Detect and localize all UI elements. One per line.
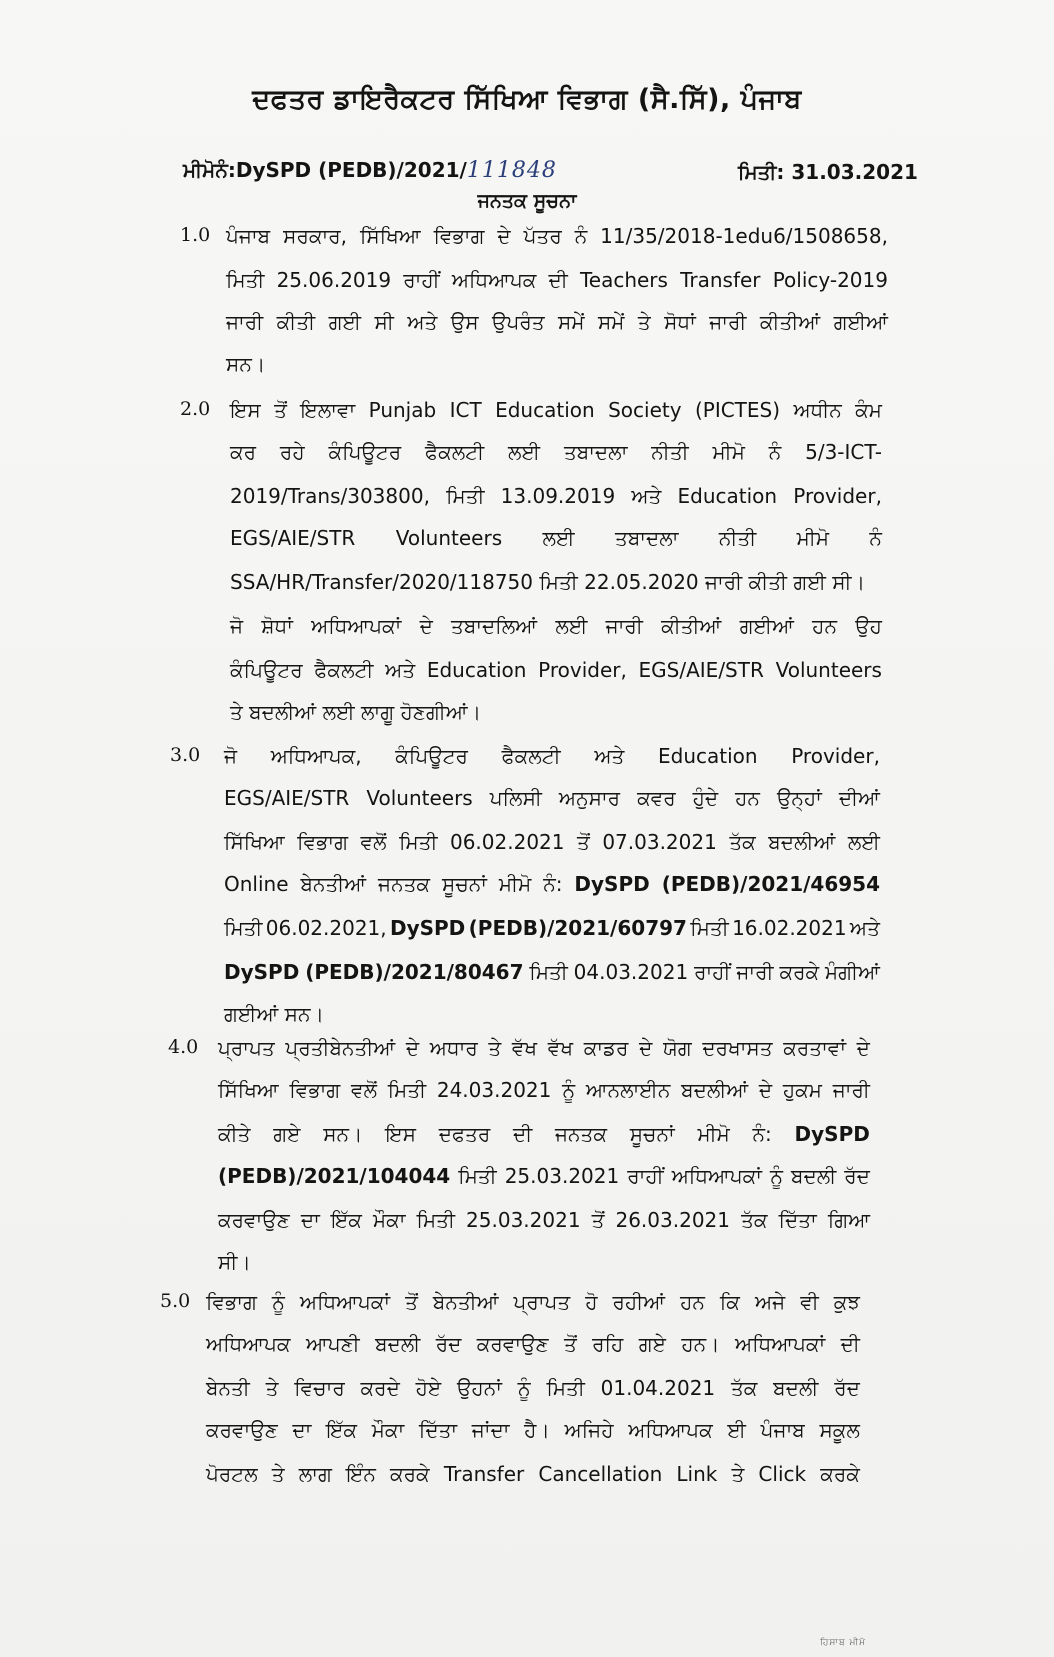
word: Transfer	[443, 1462, 525, 1486]
word: ਕਰਵਾਉਣ	[218, 1208, 290, 1232]
word: ਇੱਕ	[326, 1418, 358, 1442]
word: Cancellation	[538, 1462, 663, 1486]
word: ਮਿਤੀ	[226, 268, 265, 292]
word: ਕੀਤੀਆਂ	[661, 614, 722, 638]
word: (PICTES)	[694, 398, 781, 422]
word: ਵਲੋਂ	[350, 1078, 377, 1102]
paragraph-line	[206, 1290, 860, 1314]
word: ਅਧਿਆਪਕਾਂ	[299, 1290, 391, 1314]
word: ਰਾਹੀਂ	[627, 1164, 664, 1188]
word: ਇੰਨ	[346, 1462, 376, 1486]
word: ਦਾ	[292, 1418, 312, 1442]
word: ਦਰਖਾਸਤ	[702, 1036, 773, 1060]
word: ਲਾਗ	[298, 1462, 332, 1486]
word: Education	[426, 658, 527, 682]
paragraph-number: 4.0	[168, 1036, 199, 1058]
word: ਪਲਿਸੀ	[489, 786, 542, 810]
word: ਨੰ:	[543, 872, 563, 896]
word: 06.02.2021,	[265, 916, 387, 940]
word: DySPD	[574, 872, 650, 896]
word: ਦੇ	[639, 1036, 653, 1060]
memo-number-handwritten: 111848	[466, 158, 557, 183]
word: ਤਬਾਦਲਿਆਂ	[451, 614, 538, 638]
word: ਗਿਆ	[827, 1208, 870, 1232]
word: ਮਿਤੀ	[387, 1078, 427, 1102]
word: ਦਫਤਰ	[438, 1122, 491, 1146]
word: ਪੋਰਟਲ	[206, 1462, 258, 1486]
word: ਤਬਾਦਲਾ	[563, 440, 628, 464]
word: (PEDB)/2021/80467	[305, 960, 524, 984]
word: ਨੀਤੀ	[651, 440, 689, 464]
word: ਉਨ੍ਹਾਂ	[776, 786, 822, 810]
paragraph-line	[224, 786, 880, 810]
memo-date: ਮਿਤੀ: 31.03.2021	[738, 160, 918, 184]
word: ਇਲਾਵਾ	[300, 398, 356, 422]
word: ਤੋਂ	[274, 398, 287, 422]
paragraph-line	[230, 526, 882, 550]
paragraph-line	[230, 614, 882, 638]
word: ਮਿਤੀ	[446, 484, 485, 508]
paragraph-number: 1.0	[180, 224, 211, 246]
word: 16.02.2021	[732, 916, 847, 940]
word: ਜਨਤਕ	[554, 1122, 607, 1146]
word: ਤੇ	[731, 1462, 745, 1486]
word: ਜਾਰੀ	[736, 960, 774, 984]
word: ਸ਼ੋਧਾਂ	[261, 614, 293, 638]
word: ਤੇ	[637, 310, 651, 334]
paragraph-line	[206, 1418, 860, 1442]
word: ਜੋ	[224, 744, 238, 768]
word: ਗਏ	[273, 1122, 301, 1146]
word: ਦੀਆਂ	[838, 786, 880, 810]
paragraph-line	[230, 440, 882, 464]
word: ਅਤੇ	[385, 658, 416, 682]
word: ਮੰਗੀਆਂ	[825, 960, 880, 984]
word: ਈ	[727, 1418, 746, 1442]
word: ਵਲੋਂ	[360, 830, 387, 854]
word: Teachers	[579, 268, 668, 292]
word: ਕਰਦੇ	[360, 1376, 400, 1400]
word: ਲਈ	[555, 614, 588, 638]
word: ਅਧਿਆਪਕਾਂ	[311, 614, 402, 638]
paragraph-number: 2.0	[180, 398, 211, 420]
word: ਕਰਕੇ	[820, 1462, 860, 1486]
word: 25.06.2019	[276, 268, 392, 292]
word: ਅਤੇ	[594, 744, 625, 768]
word: ਰਹੀਆਂ	[612, 1290, 666, 1314]
text-segment: ਗਈਆਂ ਸਨ।	[224, 1002, 324, 1026]
word: ਤੱਕ	[729, 830, 756, 854]
paragraph-line	[226, 224, 888, 248]
word: EGS/AIE/STR	[230, 526, 356, 550]
word: ਵਿਚਾਰ	[294, 1376, 345, 1400]
word: ਨੰ:	[752, 1122, 772, 1146]
word: ਅਧਿਆਪਕਾਂ	[735, 1332, 826, 1356]
word: ਮੀਮੋ	[498, 872, 532, 896]
word: ਕਿ	[719, 1290, 740, 1314]
word: ਗਈਆਂ	[739, 614, 794, 638]
word: ਰਹਿ	[592, 1332, 624, 1356]
word: ਦੀ	[840, 1332, 860, 1356]
word: 01.04.2021	[600, 1376, 716, 1400]
word: ਅਧਿਆਪਕ	[451, 268, 537, 292]
word: ਕੰਪਿਊਟਰ	[328, 440, 402, 464]
word: ਹਨ	[680, 1290, 705, 1314]
word: ਸਰਕਾਰ,	[283, 224, 347, 248]
paragraph-line	[224, 830, 880, 854]
word: ਤੋਂ	[563, 1332, 577, 1356]
word: ਗਈਆਂ	[833, 310, 888, 334]
word: Education	[677, 484, 778, 508]
word: ਬੇਨਤੀਆਂ	[300, 872, 367, 896]
word: ਵਿਭਾਗ	[297, 830, 349, 854]
word: ਅਧਿਆਪਕਾਂ	[671, 1164, 762, 1188]
word: ਅਜਿਹੇ	[564, 1418, 614, 1442]
word: ਸਮੇਂ	[558, 310, 585, 334]
text-segment: ਸੀ।	[218, 1250, 251, 1274]
word: Education	[495, 398, 595, 422]
word: ਇਸ	[385, 1122, 416, 1146]
word: ਜਾਰੀ	[832, 1078, 870, 1102]
word: 5/3-ICT-	[805, 440, 882, 464]
word: ਇੱਕ	[330, 1208, 362, 1232]
word: 06.02.2021	[449, 830, 565, 854]
word: ਸੂਚਨਾਂ	[629, 1122, 675, 1146]
word: ਵੱਖ	[547, 1036, 573, 1060]
paragraph-line	[230, 658, 882, 682]
word: Click	[758, 1462, 807, 1486]
word: ਅਤੇ	[407, 310, 438, 334]
word: ਜਾਂਦਾ	[471, 1418, 510, 1442]
paragraph-line	[224, 1002, 880, 1026]
word: ਸੀ	[374, 310, 394, 334]
word: ਮਿਤੀ	[224, 916, 263, 940]
word: ਮਿਤੀ	[458, 1164, 497, 1188]
word: ਦੇ	[405, 1036, 420, 1060]
word: ਬਦਲੀਆਂ	[681, 1078, 749, 1102]
word: ਰੱਦ	[435, 1332, 462, 1356]
word: ਸਮੇਂ	[597, 310, 625, 334]
paragraph-number: 5.0	[160, 1290, 191, 1312]
word: ਅਧਿਆਪਕ,	[270, 744, 362, 768]
word: 13.09.2019	[500, 484, 616, 508]
word: ਵਿਭਾਗ	[289, 1078, 341, 1102]
word: Punjab	[368, 398, 437, 422]
word: Provider,	[538, 658, 627, 682]
word: ਲਈ	[542, 526, 575, 550]
word: ਪ੍ਰਾਪਤ	[218, 1036, 275, 1060]
word: ਪੱਤਰ	[523, 224, 562, 248]
word: ਹਨ।	[681, 1332, 720, 1356]
paragraph-line	[226, 352, 888, 376]
word: ਲਈ	[507, 440, 541, 464]
paragraph-line	[218, 1122, 870, 1146]
word: ਕੀਤੀ	[276, 310, 316, 334]
word: ਅਜੇ	[754, 1290, 786, 1314]
word: 25.03.2021	[504, 1164, 620, 1188]
paragraph-line	[230, 700, 882, 724]
word: ਮਿਤੀ	[416, 1208, 455, 1232]
word: ਹੈ।	[524, 1418, 550, 1442]
word: ਵੀ	[800, 1290, 819, 1314]
word: ਬੇਨਤੀ	[206, 1376, 250, 1400]
word: ਮਿਤੀ	[690, 916, 729, 940]
word: ਸਨ।	[323, 1122, 363, 1146]
word: ਗਈ	[328, 310, 362, 334]
word: ਹੁੰਦੇ	[692, 786, 719, 810]
word: ਪੰਜਾਬ	[226, 224, 271, 248]
word: ਹਨ	[735, 786, 760, 810]
paragraph-line	[224, 960, 880, 984]
word: DySPD	[389, 916, 466, 940]
word: ਰੱਦ	[844, 1164, 870, 1188]
word: ਦੀ	[512, 1122, 533, 1146]
word: ਵਿਭਾਗ	[206, 1290, 257, 1314]
word: ਹੁਕਮ	[782, 1078, 822, 1102]
word: ਉਸ	[450, 310, 479, 334]
word: ਸਿੱਖਿਆ	[359, 224, 421, 248]
word: ਮੌਕਾ	[371, 1418, 405, 1442]
word: ਅਧਿਆਪਕ	[206, 1332, 291, 1356]
word: ਰਹੇ	[279, 440, 305, 464]
word: ਸੋਧਾਂ	[664, 310, 696, 334]
word: EGS/AIE/STR	[224, 786, 350, 810]
word: ਪੰਜਾਬ	[760, 1418, 805, 1442]
word: ਨੰ	[574, 224, 588, 248]
word: ਜਾਰੀ	[709, 310, 747, 334]
word: Volunteers	[366, 786, 473, 810]
paragraph-line	[224, 744, 880, 768]
word: DySPD	[794, 1122, 870, 1146]
paragraph-line	[206, 1376, 860, 1400]
word: ਬੇਨਤੀਆਂ	[432, 1290, 499, 1314]
word: ਫੈਕਲਟੀ	[501, 744, 561, 768]
paragraph-line	[218, 1208, 870, 1232]
paragraph-line	[230, 398, 882, 422]
text-segment: ਤੇ ਬਦਲੀਆਂ ਲਈ ਲਾਗੂ ਹੋਣਗੀਆਂ।	[230, 700, 482, 724]
word: ਦਾ	[300, 1208, 320, 1232]
word: ਕਰ	[230, 440, 257, 464]
word: Society	[608, 398, 682, 422]
word: (PEDB)/2021/60797	[468, 916, 687, 940]
word: ਸਿੱਖਿਆ	[218, 1078, 279, 1102]
word: ਅਧਿਆਪਕ	[628, 1418, 713, 1442]
word: ਦਿੱਤਾ	[778, 1208, 817, 1232]
word: ਨੂੰ	[769, 1164, 783, 1188]
word: 25.03.2021	[466, 1208, 581, 1232]
word: ਗਏ	[638, 1332, 666, 1356]
word: ਕੰਪਿਊਟਰ	[395, 744, 468, 768]
word: ਦਿੱਤਾ	[418, 1418, 458, 1442]
word: ਦੇ	[497, 224, 511, 248]
word: ਅਤੇ	[631, 484, 662, 508]
word: ਕੰਮ	[855, 398, 882, 422]
word: Policy-2019	[772, 268, 888, 292]
memo-label: ਮੀਮੋਨੰ:DySPD (PEDB)/2021/	[183, 158, 467, 182]
word: 26.03.2021	[615, 1208, 730, 1232]
word: ਇਸ	[230, 398, 261, 422]
word: ਦੇ	[758, 1078, 773, 1102]
word: ਬਦਲੀ	[773, 1376, 819, 1400]
word: ਫੈਕਲਟੀ	[425, 440, 485, 464]
word: ਅਨੁਸਾਰ	[558, 786, 621, 810]
word: ਤੋਂ	[405, 1290, 418, 1314]
word: (PEDB)/2021/46954	[661, 872, 880, 896]
word: ਯੋਗ	[663, 1036, 692, 1060]
word: ਨੰ	[768, 440, 782, 464]
paragraph-line	[226, 310, 888, 334]
word: ਮਿਤੀ	[529, 960, 568, 984]
text-segment: SSA/HR/Transfer/2020/118750 ਮਿਤੀ 22.05.2020 ਜਾਰੀ ਕੀਤੀ ਗਈ ਸੀ।	[230, 570, 866, 594]
paragraph-line	[230, 570, 882, 594]
word: ਫੈਕਲਟੀ	[314, 658, 374, 682]
word: Education	[657, 744, 758, 768]
word: 2019/Trans/303800,	[230, 484, 430, 508]
text-segment: ਸਨ।	[226, 352, 266, 376]
word: ਕਰਤਾਵਾਂ	[783, 1036, 846, 1060]
word: 11/35/2018-1edu6/1508658,	[600, 224, 888, 248]
word: ICT	[449, 398, 482, 422]
page-footer-mark: ਹਿਸਾਬ ਮੀਮੋ	[820, 1638, 867, 1648]
word: ਦੇ	[419, 614, 433, 638]
word: ਮੀਮੋ	[697, 1122, 730, 1146]
paragraph-line	[206, 1462, 860, 1486]
paragraph-line	[206, 1332, 860, 1356]
word: ਉਹਨਾਂ	[456, 1376, 502, 1400]
word: ਅਤੇ	[849, 916, 880, 940]
word: EGS/AIE/STR	[638, 658, 764, 682]
word: ਕਾਡਰ	[583, 1036, 629, 1060]
word: ਅਧਾਰ	[429, 1036, 478, 1060]
word: ਬਦਲੀ	[790, 1164, 837, 1188]
word: ਤਬਾਦਲਾ	[615, 526, 679, 550]
word: ਜਾਰੀ	[605, 614, 643, 638]
word: ਕੰਪਿਊਟਰ	[230, 658, 303, 682]
word: ਦੀ	[548, 268, 568, 292]
word: ਕੀਤੇ	[218, 1122, 251, 1146]
word: ਤੋਂ	[591, 1208, 605, 1232]
word: ਤੱਕ	[741, 1208, 768, 1232]
word: ਅਧੀਨ	[793, 398, 842, 422]
word: ਹੋ	[585, 1290, 598, 1314]
word: ਕੁਝ	[833, 1290, 860, 1314]
word: ਸੂਚਨਾਂ	[442, 872, 487, 896]
word: 24.03.2021	[436, 1078, 552, 1102]
word: ਤੇ	[271, 1462, 285, 1486]
word: ਜਾਰੀ	[226, 310, 264, 334]
word: ਸਿੱਖਿਆ	[224, 830, 285, 854]
paragraph-line	[226, 268, 888, 292]
word: ਦੇ	[856, 1036, 870, 1060]
word: ਉਹ	[855, 614, 882, 638]
word: ਤੇ	[265, 1376, 279, 1400]
paragraph-line	[218, 1036, 870, 1060]
paragraph-line	[218, 1078, 870, 1102]
word: ਕੀਤੀਆਂ	[759, 310, 821, 334]
word: Volunteers	[775, 658, 882, 682]
word: ਵੱਖ	[511, 1036, 538, 1060]
word: ਮੀਮੋ	[712, 440, 745, 464]
word: ਮਿਤੀ	[399, 830, 438, 854]
word: ਬਦਲੀਆਂ	[768, 830, 836, 854]
word: 07.03.2021	[602, 830, 717, 854]
word: Provider,	[793, 484, 882, 508]
word: ਨੀਤੀ	[718, 526, 757, 550]
word: ਕਰਵਾਉਣ	[206, 1418, 278, 1442]
word: ਨੂੰ	[517, 1376, 531, 1400]
word: ਕਵਰ	[637, 786, 676, 810]
word: ਨੂੰ	[562, 1078, 576, 1102]
word: ਰਾਹੀਂ	[694, 960, 731, 984]
word: ਹਨ	[812, 614, 837, 638]
word: ਤੱਕ	[730, 1376, 758, 1400]
word: ਰੱਦ	[834, 1376, 860, 1400]
word: Volunteers	[395, 526, 503, 550]
paragraph-number: 3.0	[170, 744, 201, 766]
word: ਆਨਲਾਈਨ	[585, 1078, 671, 1102]
word: ਨੰ	[869, 526, 882, 550]
word: ਕਰਕੇ	[779, 960, 820, 984]
word: ਨੂੰ	[271, 1290, 285, 1314]
word: ਬਦਲੀ	[375, 1332, 421, 1356]
word: Provider,	[791, 744, 880, 768]
memo-number	[183, 158, 557, 183]
word: ਆਪਣੀ	[305, 1332, 360, 1356]
word: ਪ੍ਰਾਪਤ	[513, 1290, 571, 1314]
word: (PEDB)/2021/104044	[218, 1164, 451, 1188]
word: ਮੌਕਾ	[372, 1208, 406, 1232]
paragraph-line	[218, 1164, 870, 1188]
word: Online	[224, 872, 289, 896]
word: ਹੋਏ	[415, 1376, 442, 1400]
paragraph-line	[218, 1250, 870, 1274]
paragraph-line	[230, 484, 882, 508]
word: ਰਾਹੀਂ	[403, 268, 440, 292]
notice-title: ਜਨਤਕ ਸੂਚਨਾ	[477, 190, 577, 212]
word: ਕਰਵਾਉਣ	[476, 1332, 549, 1356]
word: ਤੋਂ	[577, 830, 590, 854]
word: ਜਨਤਕ	[378, 872, 431, 896]
word: DySPD	[224, 960, 300, 984]
word: Link	[676, 1462, 718, 1486]
paragraph-line	[224, 916, 880, 940]
word: 04.03.2021	[573, 960, 689, 984]
word: Transfer	[680, 268, 761, 292]
office-title: ਦਫਤਰ ਡਾਇਰੈਕਟਰ ਸਿੱਖਿਆ ਵਿਭਾਗ (ਸੈ.ਸਿੱ), ਪੰਜਾਬ	[252, 84, 802, 115]
word: ਕਰਕੇ	[390, 1462, 430, 1486]
word: ਲਈ	[847, 830, 880, 854]
word: ਜੋ	[230, 614, 244, 638]
word: ਪ੍ਰਤੀਬੇਨਤੀਆਂ	[285, 1036, 396, 1060]
word: ਵਿਭਾਗ	[433, 224, 485, 248]
word: ਤੇ	[488, 1036, 502, 1060]
word: ਉਪਰੰਤ	[492, 310, 545, 334]
word: ਮੀਮੋ	[796, 526, 830, 550]
word: ਸਕੂਲ	[819, 1418, 860, 1442]
paragraph-line	[224, 872, 880, 896]
word: ਮਿਤੀ	[546, 1376, 585, 1400]
